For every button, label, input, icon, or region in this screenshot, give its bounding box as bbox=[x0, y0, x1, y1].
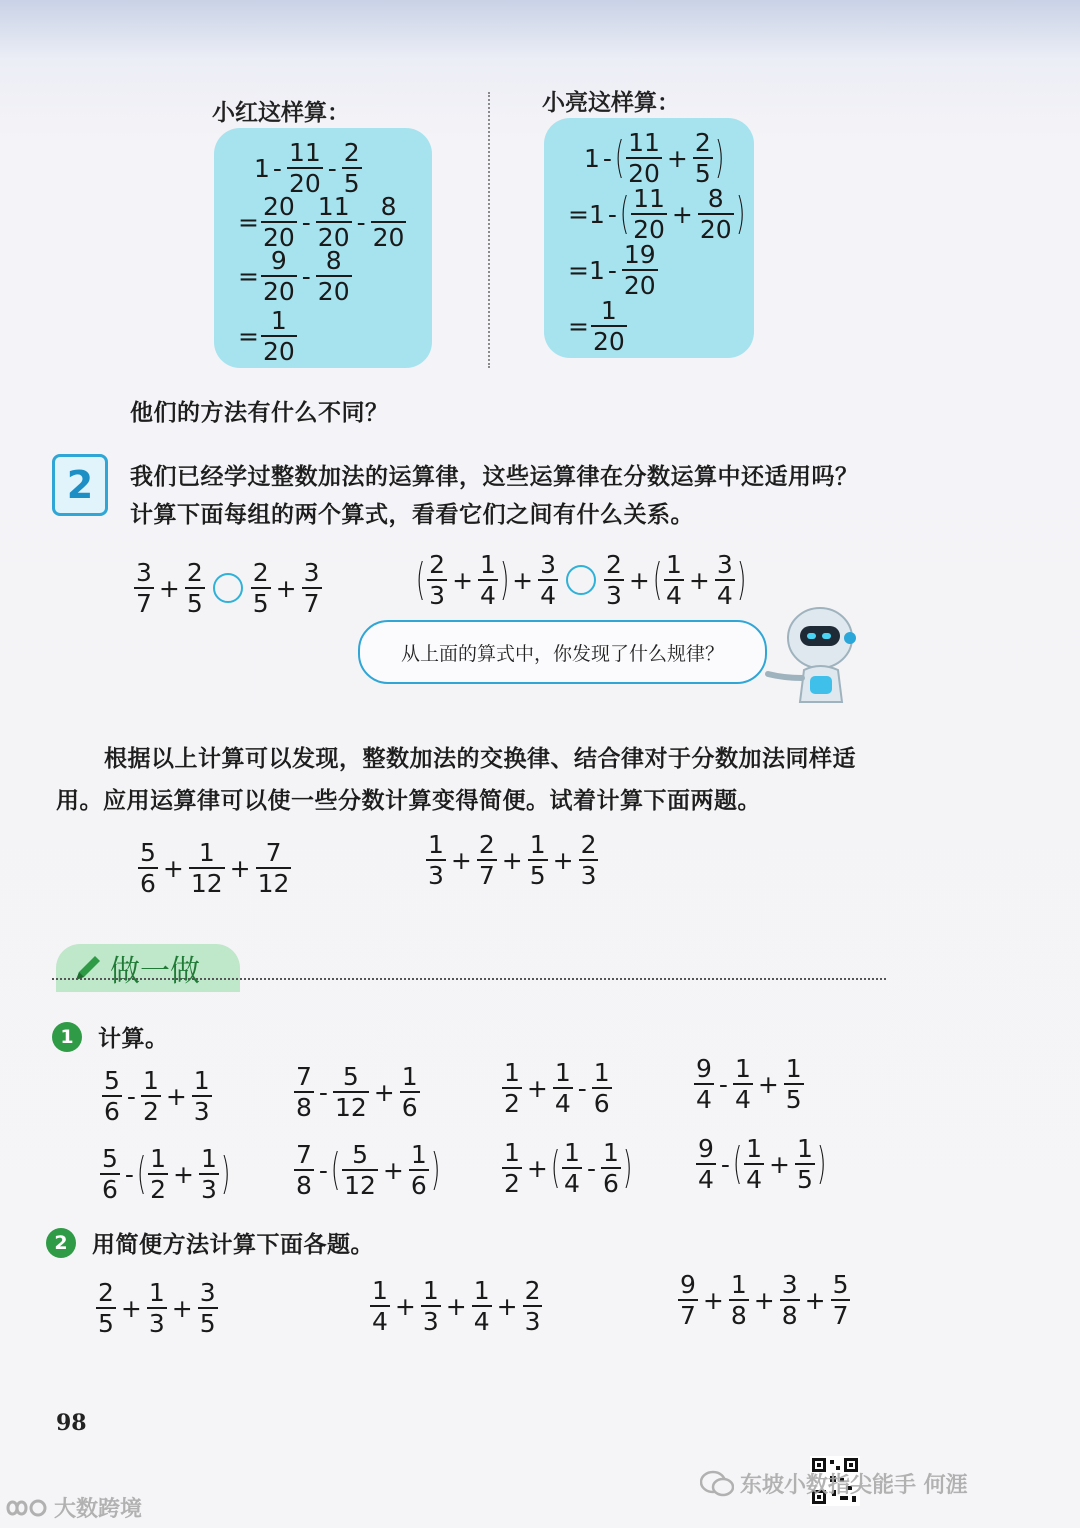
page-number: 98 bbox=[56, 1410, 87, 1436]
commutative-comparison: $\frac{3}{7}$ + $\frac{2}{5}$ $\frac{2}{5}$ + $\frac{3}{7}$ bbox=[136, 558, 320, 618]
section-number-badge: 2 bbox=[52, 454, 108, 516]
compare-circle[interactable] bbox=[213, 573, 243, 603]
xiaohong-step-2: = $\frac{20}{20}$ - $\frac{11}{20}$ - $\frac{8}{20}$ bbox=[238, 192, 405, 252]
xiaohong-step-4: = $\frac{1}{20}$ bbox=[238, 306, 295, 366]
xiaohong-work-card bbox=[214, 128, 432, 368]
try-problem-2: $\frac{1}{3}$ + $\frac{2}{7}$ + $\frac{1}{5}$ + $\frac{2}{3}$ bbox=[428, 830, 597, 890]
exercise-2-label: 用简便方法计算下面各题。 bbox=[92, 1232, 374, 1258]
xiaoliang-caption: 小亮这样算： bbox=[542, 90, 680, 116]
xiaoliang-step-1: 1 - ( $\frac{11}{20}$ + $\frac{2}{5}$ ) bbox=[584, 128, 725, 188]
pencil-icon bbox=[70, 950, 106, 986]
conclusion-line-2: 用。应用运算律可以使一些分数计算变得简便。试着计算下面两题。 bbox=[56, 788, 761, 814]
associative-comparison: ( $\frac{2}{3}$ + $\frac{1}{4}$ ) + $\frac{3}{4}$ $\frac{2}{3}$ + ( $\frac{1}{4}$ + $\frac{3}{4}$ ) bbox=[415, 550, 747, 610]
conclusion-line-1: 根据以上计算可以发现，整数加法的交换律、结合律对于分数加法同样适 bbox=[104, 746, 856, 772]
xiaohong-step-3: = $\frac{9}{20}$ - $\frac{8}{20}$ bbox=[238, 246, 350, 306]
practice-title: 做一做 bbox=[110, 954, 200, 989]
robot-mascot-icon bbox=[762, 604, 862, 706]
exercise-2-item: $\frac{1}{4}$ + $\frac{1}{3}$ + $\frac{1}{4}$ + $\frac{2}{3}$ bbox=[372, 1276, 541, 1336]
infinity-logo-icon bbox=[6, 1497, 48, 1519]
exercise-1-header bbox=[52, 1020, 169, 1053]
exercise-1-item: $\frac{9}{4}$ - $\frac{1}{4}$ + $\frac{1}{5}$ bbox=[696, 1054, 802, 1114]
exercise-1-item: $\frac{7}{8}$ - ( $\frac{5}{12}$ + $\frac{1}{6}$ ) bbox=[296, 1140, 441, 1200]
exercise-2-item: $\frac{2}{5}$ + $\frac{1}{3}$ + $\frac{3}{5}$ bbox=[98, 1278, 216, 1338]
robot-speech-text: 从上面的算式中，你发现了什么规律？ bbox=[400, 642, 724, 665]
exercise-1-item: $\frac{5}{6}$ - $\frac{1}{2}$ + $\frac{1}{3}$ bbox=[104, 1066, 210, 1126]
exercise-1-label: 计算。 bbox=[98, 1026, 169, 1052]
xiaoliang-work-card bbox=[544, 118, 754, 358]
xiaohong-caption: 小红这样算： bbox=[212, 100, 350, 126]
xiaoliang-step-4: = $\frac{1}{20}$ bbox=[568, 296, 625, 356]
xiaoliang-step-2: =1 - ( $\frac{11}{20}$ + $\frac{8}{20}$ ) bbox=[568, 184, 745, 244]
robot-speech-bubble bbox=[358, 620, 767, 684]
watermark-right-text: 东坡小数指尖能手 何涯 bbox=[740, 1473, 968, 1498]
wechat-icon bbox=[700, 1470, 734, 1498]
watermark-left bbox=[6, 1492, 142, 1523]
xiaoliang-step-3: =1 - $\frac{19}{20}$ bbox=[568, 240, 656, 300]
exercise-1-item: $\frac{9}{4}$ - ( $\frac{1}{4}$ + $\frac{1}{5}$ ) bbox=[698, 1134, 827, 1194]
exercise-1-item: $\frac{1}{2}$ + $\frac{1}{4}$ - $\frac{1}{6}$ bbox=[504, 1058, 610, 1118]
watermark-left-text: 大数跨境 bbox=[54, 1497, 143, 1522]
compare-circle[interactable] bbox=[566, 565, 596, 595]
exercise-2-item: $\frac{9}{7}$ + $\frac{1}{8}$ + $\frac{3}{8}$ + $\frac{5}{7}$ bbox=[680, 1270, 849, 1330]
exercise-1-item: $\frac{1}{2}$ + ( $\frac{1}{4}$ - $\frac{1}{6}$ ) bbox=[504, 1138, 633, 1198]
exercise-2-header bbox=[46, 1226, 374, 1259]
exercise-1-item: $\frac{5}{6}$ - ( $\frac{1}{2}$ + $\frac{1}{3}$ ) bbox=[102, 1144, 231, 1204]
xiaohong-step-1: 1 - $\frac{11}{20}$ - $\frac{2}{5}$ bbox=[254, 138, 360, 198]
section2-line-2: 计算下面每组的两个算式，看看它们之间有什么关系。 bbox=[130, 502, 694, 528]
exercise-2-number: 2 bbox=[46, 1228, 76, 1258]
watermark-right bbox=[700, 1468, 968, 1499]
practice-dotted-rule bbox=[52, 978, 886, 980]
section2-line-1: 我们已经学过整数加法的运算律，这些运算律在分数运算中还适用吗？ bbox=[130, 464, 859, 490]
exercise-1-number: 1 bbox=[52, 1022, 82, 1052]
method-divider bbox=[488, 92, 490, 368]
try-problem-1: $\frac{5}{6}$ + $\frac{1}{12}$ + $\frac{7}{12}$ bbox=[140, 838, 290, 898]
methods-question: 他们的方法有什么不同？ bbox=[130, 400, 389, 426]
exercise-1-item: $\frac{7}{8}$ - $\frac{5}{12}$ + $\frac{1}{6}$ bbox=[296, 1062, 418, 1122]
practice-tab bbox=[56, 944, 240, 992]
